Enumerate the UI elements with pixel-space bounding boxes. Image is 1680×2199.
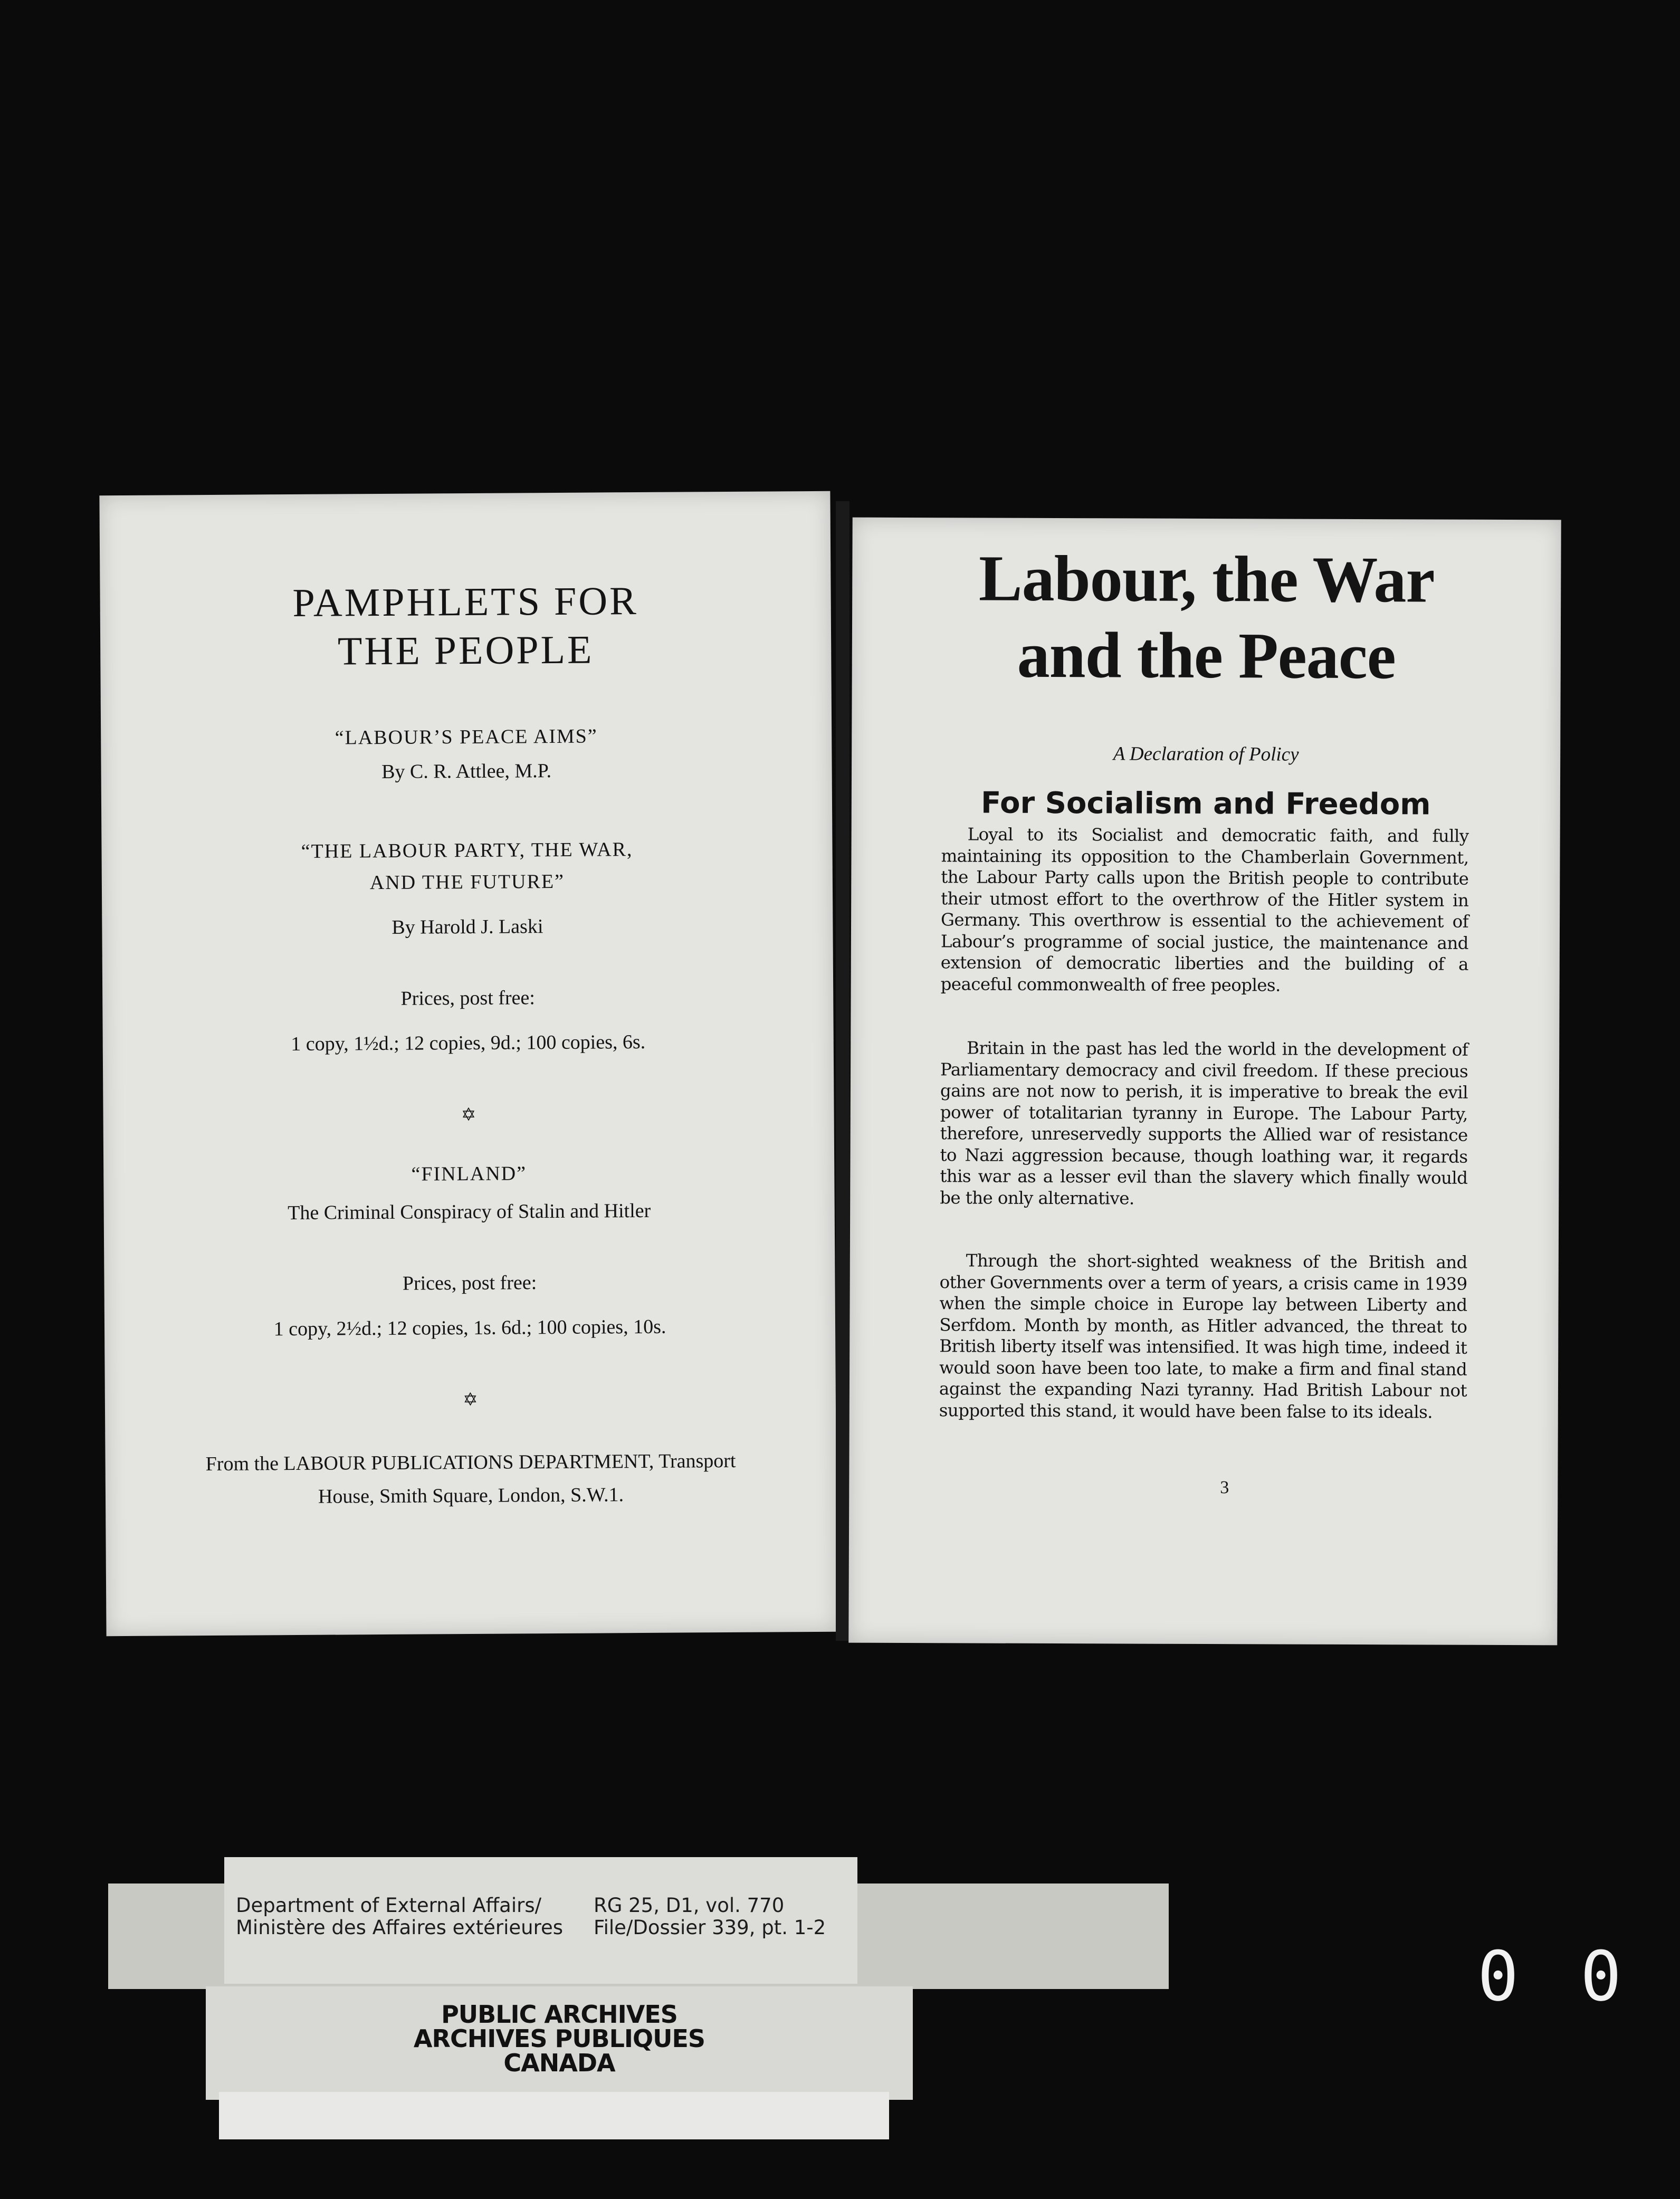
main-title-line1: Labour, the War — [978, 542, 1435, 616]
right-page — [848, 518, 1561, 1646]
subtitle: A Declaration of Policy — [1113, 743, 1299, 766]
pamphlet2-author: By Harold J. Laski — [392, 915, 543, 939]
prices2-label: Prices, post free: — [402, 1271, 537, 1295]
frame-counter-digit-2: 0 — [1580, 1936, 1622, 2016]
left-title-line1: PAMPHLETS FOR — [292, 579, 639, 626]
star-ornament-icon: ✡ — [463, 1389, 478, 1411]
paragraph-1: Loyal to its Socialist and democratic faith, and fully maintaining its opposition to the Chamberlain Government, the Labour Party calls upon the British people to contribute their utmost effort to the overthrow of the Hitler system in Germany. This overthrow is essential to the achievement of Labour’s programme of social justice, the maintenance and extension of democratic liberties and the building of a peaceful commonwealth of free peoples. — [940, 824, 1469, 995]
main-title-line2: and the Peace — [1017, 618, 1396, 693]
public-archives-stamp — [206, 1986, 913, 2100]
pamphlet2-title-line1: “THE LABOUR PARTY, THE WAR, — [301, 838, 633, 863]
prices1-label: Prices, post free: — [400, 987, 536, 1010]
pamphlet2-title-line2: AND THE FUTURE” — [369, 870, 565, 894]
star-ornament-icon: ✡ — [461, 1104, 476, 1126]
department-french: Ministère des Affaires extérieures — [236, 1916, 564, 1939]
pamphlet1-title: “LABOUR’S PEACE AIMS” — [335, 725, 598, 749]
left-title-line2: THE PEOPLE — [337, 627, 594, 674]
page-number: 3 — [1220, 1478, 1229, 1498]
record-group-ref: RG 25, D1, vol. 770 — [594, 1894, 785, 1917]
pamphlet3-subtitle: The Criminal Conspiracy of Stalin and Hitler — [288, 1199, 651, 1225]
archive-label-strip — [219, 2092, 889, 2139]
pamphlet3-title: “FINLAND” — [411, 1162, 527, 1185]
archives-line2: ARCHIVES PUBLIQUES — [413, 2024, 705, 2053]
publisher-line1: From the LABOUR PUBLICATIONS DEPARTMENT, Transport — [205, 1449, 736, 1476]
paragraph-3: Through the short-sighted weakness of the British and other Governments over a term of years, a crisis came in 1939 when the simple choice in Europe lay between Liberty and Serfdom. Month by month, as Hitler advanced, the threat to British liberty itself was intensified. It was high time, indeed it would soon have been too late, to make a firm and final stand against the expanding Nazi tyranny. Had British Labour not supported this stand, it would have been false to its ideals. — [939, 1250, 1467, 1422]
pamphlet1-author: By C. R. Attlee, M.P. — [381, 760, 552, 783]
paragraph-2: Britain in the past has led the world in the development of Parliamentary democracy and civil freedom. If these precious gains are not now to perish, it is imperative to break the evil power of totalitarian tyranny in Europe. The Labour Party, therefore, unreservedly supports the Allied war of resistance to Nazi aggression because, though loathing war, it regards this war as a lesser evil than the slavery which finally would be the only alternative. — [940, 1038, 1468, 1209]
department-english: Department of External Affairs/ — [236, 1894, 542, 1917]
prices1: 1 copy, 1½d.; 12 copies, 9d.; 100 copies, 6s. — [291, 1030, 646, 1056]
page-fold — [836, 501, 849, 1641]
frame-counter-digit-1: 0 — [1477, 1936, 1519, 2016]
archives-line1: PUBLIC ARCHIVES — [441, 2000, 677, 2029]
publisher-line2: House, Smith Square, London, S.W.1. — [318, 1484, 624, 1508]
section-heading: For Socialism and Freedom — [980, 786, 1431, 822]
left-page — [99, 491, 837, 1636]
archives-line3: CANADA — [503, 2049, 615, 2077]
prices2: 1 copy, 2½d.; 12 copies, 1s. 6d.; 100 copies, 10s. — [273, 1315, 666, 1341]
file-dossier-ref: File/Dossier 339, pt. 1-2 — [594, 1916, 826, 1939]
archive-reference-label — [224, 1857, 857, 1984]
